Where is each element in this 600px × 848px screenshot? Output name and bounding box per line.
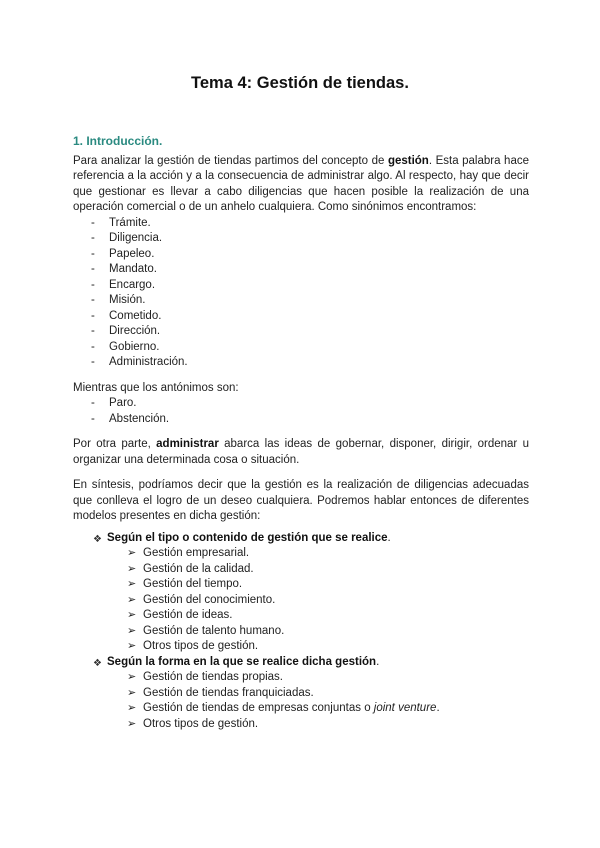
list-item: ➢ Gestión de la calidad.	[127, 562, 529, 578]
arrow-bullet-icon: ➢	[127, 702, 137, 714]
document-body	[73, 134, 529, 732]
arrow-bullet-icon: ➢	[127, 593, 137, 606]
list-item: ➢ Gestión de tiendas propias.	[127, 670, 529, 686]
model-sublist	[107, 670, 529, 732]
list-item: - Gobierno.	[91, 340, 529, 356]
diamond-bullet-icon: ❖	[93, 533, 102, 545]
models-list	[73, 531, 529, 733]
list-item: ➢ Gestión del conocimiento.	[127, 593, 529, 609]
list-item: ➢ Otros tipos de gestión.	[127, 639, 529, 655]
arrow-bullet-icon: ➢	[127, 562, 137, 575]
list-item: - Mandato.	[91, 262, 529, 278]
list-item: - Cometido.	[91, 309, 529, 325]
section-heading: 1. Introducción.	[73, 134, 163, 148]
list-item: - Abstención.	[91, 412, 529, 428]
synonyms-list	[73, 216, 529, 371]
model-item: ❖ Según el tipo o contenido de gestión que se realice. ➢ Gestión empresarial. ➢ Gestión de la calidad. ➢ Gestión del tiempo. ➢ Gestión del conocimiento. ➢ Gestión de ideas. ➢ Gestión de talento humano. ➢ Otros tipos de gestión.	[93, 531, 529, 655]
list-item: ➢ Gestión de talento humano.	[127, 624, 529, 640]
list-item: - Administración.	[91, 355, 529, 371]
arrow-bullet-icon: ➢	[127, 547, 137, 559]
list-item: ➢ Gestión del tiempo.	[127, 577, 529, 593]
page-title: Tema 4: Gestión de tiendas.	[191, 74, 409, 92]
synthesis-paragraph: En síntesis, podríamos decir que la gestión es la realización de diligencias adecuadas que conlleva el logro de un deseo cualquiera. Podremos hablar entonces de diferentes modelos presentes en dicha gestión:	[73, 479, 529, 522]
list-item: - Encargo.	[91, 278, 529, 294]
list-item: - Papeleo.	[91, 247, 529, 263]
arrow-bullet-icon: ➢	[127, 578, 137, 590]
antonyms-list	[73, 396, 529, 427]
arrow-bullet-icon: ➢	[127, 624, 137, 637]
list-item: ➢ Gestión empresarial.	[127, 546, 529, 562]
antonyms-intro: Mientras que los antónimos son:	[73, 381, 239, 394]
arrow-bullet-icon: ➢	[127, 671, 137, 683]
administrar-paragraph: Por otra parte, administrar abarca las ideas de gobernar, disponer, dirigir, ordenar u organizar una determinada cosa o situación.	[73, 438, 529, 466]
arrow-bullet-icon: ➢	[127, 640, 137, 652]
diamond-bullet-icon: ❖	[93, 657, 102, 669]
model-sublist	[107, 546, 529, 655]
arrow-bullet-icon: ➢	[127, 717, 137, 730]
list-item: - Dirección.	[91, 324, 529, 340]
list-item: ➢ Otros tipos de gestión.	[127, 717, 529, 733]
list-item: - Misión.	[91, 293, 529, 309]
model-item: ❖ Según la forma en la que se realice dicha gestión. ➢ Gestión de tiendas propias. ➢ Gestión de tiendas franquiciadas. ➢ Gestión de tiendas de empresas conjuntas o joint venture. ➢ Otros tipos de gestión.	[93, 655, 529, 733]
intro-paragraph: Para analizar la gestión de tiendas partimos del concepto de gestión. Esta palabra hace referencia a la acción y a la consecuencia de administrar algo. Al respecto, hay que decir que gestionar es llevar a cabo diligencias que hacen posible la realización de una operación comercial o de un anhelo cualquiera. Como sinónimos encontramos:	[73, 154, 529, 213]
list-item: - Paro.	[91, 396, 529, 412]
list-item: - Trámite.	[91, 216, 529, 232]
list-item: ➢ Gestión de tiendas franquiciadas.	[127, 686, 529, 702]
arrow-bullet-icon: ➢	[127, 686, 137, 699]
arrow-bullet-icon: ➢	[127, 609, 137, 621]
list-item: ➢ Gestión de ideas.	[127, 608, 529, 624]
list-item: ➢ Gestión de tiendas de empresas conjuntas o joint venture.	[127, 701, 529, 717]
list-item: - Diligencia.	[91, 231, 529, 247]
